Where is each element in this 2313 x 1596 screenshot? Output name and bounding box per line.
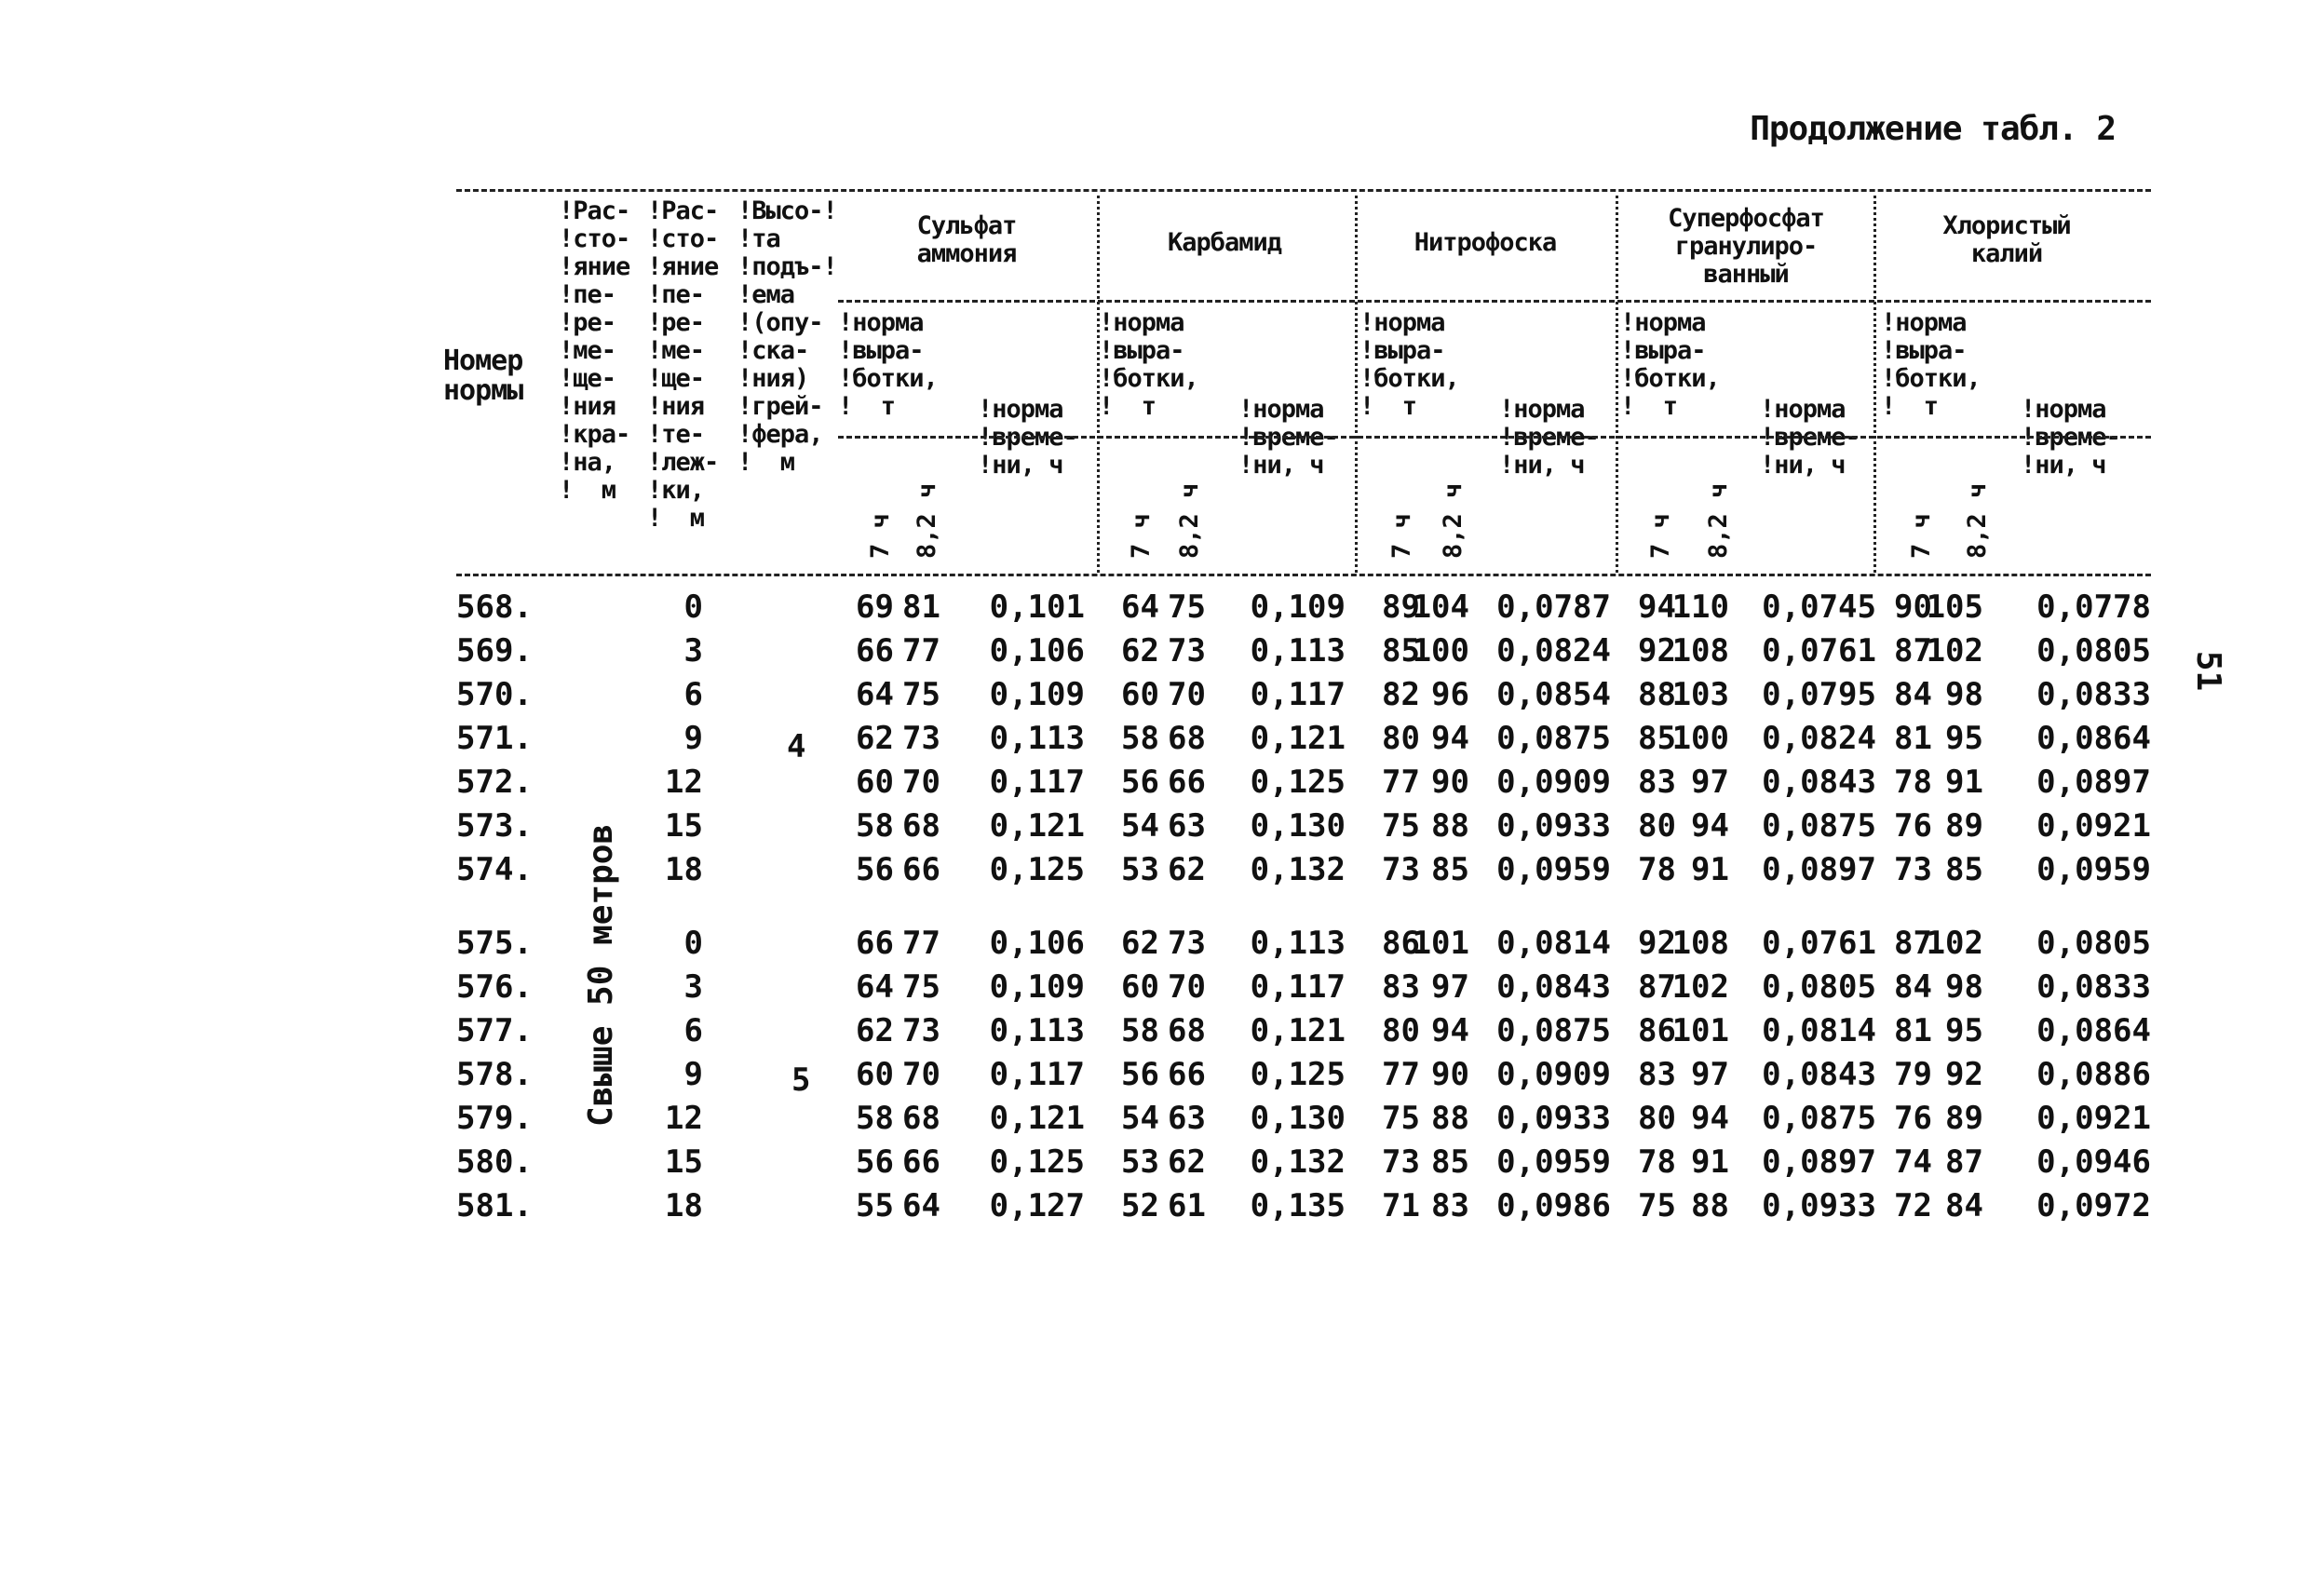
- value-cell: 85: [1382, 632, 1420, 670]
- value-cell: 91: [1691, 851, 1729, 888]
- value-cell: 0,0933: [1496, 807, 1611, 845]
- value-cell: 0,109: [989, 968, 1085, 1006]
- value-cell: 56: [1121, 764, 1159, 801]
- value-cell: 68: [902, 1100, 940, 1137]
- value-cell: 84: [1894, 968, 1932, 1006]
- value-cell: 0,127: [989, 1187, 1085, 1224]
- value-cell: 62: [1168, 1143, 1206, 1181]
- value-cell: 0,125: [1250, 764, 1346, 801]
- value-cell: 73: [1168, 632, 1206, 670]
- value-cell: 0,0843: [1762, 1056, 1876, 1093]
- cart-distance-cell: 0: [683, 588, 703, 626]
- value-cell: 0,101: [989, 588, 1085, 626]
- table-row: [456, 587, 2160, 630]
- value-cell: 89: [1945, 1100, 1983, 1137]
- value-cell: 90: [1894, 588, 1932, 626]
- value-cell: 0,0854: [1496, 676, 1611, 713]
- value-cell: 80: [1382, 1012, 1420, 1049]
- value-cell: 89: [1945, 807, 1983, 845]
- value-cell: 0,0824: [1762, 720, 1876, 757]
- value-cell: 0,0986: [1496, 1187, 1611, 1224]
- value-cell: 0,0761: [1762, 632, 1876, 670]
- value-cell: 80: [1638, 807, 1676, 845]
- value-cell: 0,117: [989, 764, 1085, 801]
- value-cell: 56: [856, 1143, 894, 1181]
- value-cell: 80: [1382, 720, 1420, 757]
- value-cell: 75: [1638, 1187, 1676, 1224]
- value-cell: 91: [1691, 1143, 1729, 1181]
- value-cell: 0,117: [1250, 968, 1346, 1006]
- norm-number-cell: 577.: [456, 1012, 533, 1049]
- table-row: [456, 674, 2160, 718]
- value-cell: 0,0933: [1762, 1187, 1876, 1224]
- subheader-output: !норма !выра- !ботки, ! т: [1359, 308, 1459, 421]
- value-cell: 0,125: [1250, 1056, 1346, 1093]
- value-cell: 66: [1168, 764, 1206, 801]
- value-cell: 98: [1945, 968, 1983, 1006]
- value-cell: 54: [1121, 807, 1159, 845]
- value-cell: 87: [1894, 925, 1932, 962]
- value-cell: 0,0946: [2036, 1143, 2151, 1181]
- table-row: [456, 967, 2160, 1010]
- value-cell: 0,121: [1250, 720, 1346, 757]
- value-cell: 58: [1121, 1012, 1159, 1049]
- hours-82-header: 8,2 ч: [1439, 482, 1468, 559]
- value-cell: 0,130: [1250, 807, 1346, 845]
- cart-distance-cell: 6: [683, 676, 703, 713]
- value-cell: 102: [1926, 632, 1983, 670]
- value-cell: 66: [856, 925, 894, 962]
- value-cell: 94: [1691, 807, 1729, 845]
- value-cell: 105: [1926, 588, 1983, 626]
- table-row: [456, 805, 2160, 849]
- value-cell: 62: [856, 720, 894, 757]
- cart-distance-cell: 12: [665, 764, 703, 801]
- value-cell: 0,0909: [1496, 764, 1611, 801]
- value-cell: 0,0959: [1496, 1143, 1611, 1181]
- value-cell: 0,121: [989, 1100, 1085, 1137]
- value-cell: 86: [1382, 925, 1420, 962]
- value-cell: 102: [1671, 968, 1729, 1006]
- value-cell: 56: [1121, 1056, 1159, 1093]
- value-cell: 97: [1691, 1056, 1729, 1093]
- value-cell: 62: [1121, 925, 1159, 962]
- value-cell: 54: [1121, 1100, 1159, 1137]
- group-header-carbamide: Карбамид: [1167, 228, 1282, 257]
- value-cell: 88: [1431, 807, 1469, 845]
- value-cell: 0,0761: [1762, 925, 1876, 962]
- value-cell: 60: [1121, 676, 1159, 713]
- value-cell: 75: [902, 968, 940, 1006]
- norm-number-cell: 581.: [456, 1187, 533, 1224]
- value-cell: 98: [1945, 676, 1983, 713]
- value-cell: 64: [1121, 588, 1159, 626]
- cart-distance-cell: 15: [665, 1143, 703, 1181]
- value-cell: 73: [902, 1012, 940, 1049]
- value-cell: 0,0833: [2036, 676, 2151, 713]
- table-row: [456, 1054, 2160, 1098]
- value-cell: 103: [1671, 676, 1729, 713]
- norm-number-cell: 579.: [456, 1100, 533, 1137]
- subheader-output: !норма !выра- !ботки, ! т: [1881, 308, 1981, 421]
- value-cell: 73: [1894, 851, 1932, 888]
- value-cell: 0,0745: [1762, 588, 1876, 626]
- value-cell: 0,117: [1250, 676, 1346, 713]
- value-cell: 0,125: [989, 851, 1085, 888]
- table-row: [456, 762, 2160, 805]
- value-cell: 84: [1945, 1187, 1983, 1224]
- value-cell: 0,113: [989, 720, 1085, 757]
- lift-height-value: 5: [791, 1062, 811, 1099]
- value-cell: 94: [1638, 588, 1676, 626]
- value-cell: 108: [1671, 925, 1729, 962]
- table-row: [456, 630, 2160, 674]
- value-cell: 0,0864: [2036, 720, 2151, 757]
- value-cell: 53: [1121, 1143, 1159, 1181]
- value-cell: 108: [1671, 632, 1729, 670]
- value-cell: 58: [1121, 720, 1159, 757]
- value-cell: 0,106: [989, 925, 1085, 962]
- value-cell: 88: [1638, 676, 1676, 713]
- value-cell: 88: [1431, 1100, 1469, 1137]
- value-cell: 94: [1691, 1100, 1729, 1137]
- cart-distance-cell: 6: [683, 1012, 703, 1049]
- value-cell: 0,132: [1250, 1143, 1346, 1181]
- value-cell: 0,0833: [2036, 968, 2151, 1006]
- value-cell: 0,0875: [1496, 720, 1611, 757]
- value-cell: 0,0897: [1762, 1143, 1876, 1181]
- value-cell: 86: [1638, 1012, 1676, 1049]
- table-caption: Продолжение табл. 2: [1750, 110, 2116, 148]
- value-cell: 0,0921: [2036, 1100, 2151, 1137]
- value-cell: 73: [1168, 925, 1206, 962]
- norm-number-cell: 580.: [456, 1143, 533, 1181]
- value-cell: 64: [902, 1187, 940, 1224]
- subheader-time: !норма !време- !ни, ч: [2021, 395, 2120, 480]
- value-cell: 0,109: [989, 676, 1085, 713]
- value-cell: 64: [856, 968, 894, 1006]
- norm-number-cell: 576.: [456, 968, 533, 1006]
- lift-height-value: 4: [787, 728, 806, 765]
- group-header-potassium-chloride: Хлористый калий: [1942, 211, 2071, 268]
- value-cell: 75: [1168, 588, 1206, 626]
- value-cell: 68: [902, 807, 940, 845]
- value-cell: 0,0875: [1496, 1012, 1611, 1049]
- value-cell: 92: [1638, 632, 1676, 670]
- value-cell: 0,0787: [1496, 588, 1611, 626]
- value-cell: 75: [902, 676, 940, 713]
- value-cell: 0,0959: [2036, 851, 2151, 888]
- value-cell: 94: [1431, 720, 1469, 757]
- value-cell: 101: [1412, 925, 1469, 962]
- value-cell: 0,0778: [2036, 588, 2151, 626]
- subheader-output: !норма !выра- !ботки, ! т: [838, 308, 938, 421]
- hours-7-header: 7 ч: [1907, 513, 1936, 559]
- value-cell: 90: [1431, 1056, 1469, 1093]
- value-cell: 75: [1382, 807, 1420, 845]
- value-cell: 91: [1945, 764, 1983, 801]
- value-cell: 62: [856, 1012, 894, 1049]
- value-cell: 78: [1894, 764, 1932, 801]
- value-cell: 97: [1691, 764, 1729, 801]
- value-cell: 71: [1382, 1187, 1420, 1224]
- value-cell: 95: [1945, 720, 1983, 757]
- subheader-time: !норма !време- !ни, ч: [1238, 395, 1338, 480]
- value-cell: 0,0795: [1762, 676, 1876, 713]
- group-divider: [838, 300, 2151, 303]
- subheader-output: !норма !выра- !ботки, ! т: [1099, 308, 1198, 421]
- value-cell: 0,0933: [1496, 1100, 1611, 1137]
- hours-7-header: 7 ч: [866, 513, 895, 559]
- value-cell: 0,0875: [1762, 807, 1876, 845]
- value-cell: 0,0972: [2036, 1187, 2151, 1224]
- value-cell: 0,0897: [2036, 764, 2151, 801]
- group-header-superphosphate: Суперфосфат гранулиро- ванный: [1668, 204, 1824, 289]
- value-cell: 83: [1382, 968, 1420, 1006]
- value-cell: 52: [1121, 1187, 1159, 1224]
- value-cell: 0,0864: [2036, 1012, 2151, 1049]
- distance-group-label: Свыше 50 метров: [582, 823, 620, 1127]
- value-cell: 0,113: [989, 1012, 1085, 1049]
- value-cell: 0,0959: [1496, 851, 1611, 888]
- value-cell: 85: [1431, 851, 1469, 888]
- group-header-nitrophoska: Нитрофоска: [1414, 228, 1557, 257]
- value-cell: 101: [1671, 1012, 1729, 1049]
- column-divider: [1355, 196, 1358, 573]
- value-cell: 70: [1168, 676, 1206, 713]
- value-cell: 92: [1638, 925, 1676, 962]
- value-cell: 0,0805: [2036, 925, 2151, 962]
- value-cell: 75: [1382, 1100, 1420, 1137]
- value-cell: 95: [1945, 1012, 1983, 1049]
- data-table-body: [456, 587, 2160, 1229]
- value-cell: 0,121: [1250, 1012, 1346, 1049]
- value-cell: 66: [856, 632, 894, 670]
- table-row: [456, 1098, 2160, 1142]
- value-cell: 60: [1121, 968, 1159, 1006]
- value-cell: 100: [1671, 720, 1729, 757]
- value-cell: 62: [1121, 632, 1159, 670]
- value-cell: 58: [856, 807, 894, 845]
- value-cell: 55: [856, 1187, 894, 1224]
- table-row: [456, 1010, 2160, 1054]
- value-cell: 72: [1894, 1187, 1932, 1224]
- value-cell: 77: [902, 632, 940, 670]
- value-cell: 81: [902, 588, 940, 626]
- table-row: [456, 849, 2160, 923]
- value-cell: 73: [1382, 851, 1420, 888]
- value-cell: 73: [902, 720, 940, 757]
- value-cell: 63: [1168, 1100, 1206, 1137]
- table-row: [456, 923, 2160, 967]
- subheader-time: !норма !време- !ни, ч: [1499, 395, 1599, 480]
- value-cell: 80: [1638, 1100, 1676, 1137]
- value-cell: 0,121: [989, 807, 1085, 845]
- value-cell: 81: [1894, 720, 1932, 757]
- subheader-time: !норма !време- !ни, ч: [978, 395, 1077, 480]
- value-cell: 70: [902, 764, 940, 801]
- column-divider: [1873, 196, 1876, 573]
- table-row: [456, 1142, 2160, 1185]
- value-cell: 0,0909: [1496, 1056, 1611, 1093]
- value-cell: 78: [1638, 851, 1676, 888]
- value-cell: 82: [1382, 676, 1420, 713]
- value-cell: 70: [902, 1056, 940, 1093]
- value-cell: 0,0843: [1762, 764, 1876, 801]
- cart-distance-cell: 3: [683, 968, 703, 1006]
- value-cell: 0,130: [1250, 1100, 1346, 1137]
- value-cell: 77: [1382, 1056, 1420, 1093]
- value-cell: 87: [1894, 632, 1932, 670]
- value-cell: 61: [1168, 1187, 1206, 1224]
- value-cell: 104: [1412, 588, 1469, 626]
- cart-distance-cell: 3: [683, 632, 703, 670]
- value-cell: 77: [1382, 764, 1420, 801]
- value-cell: 110: [1671, 588, 1729, 626]
- header-top-rule: [456, 189, 2151, 192]
- value-cell: 0,132: [1250, 851, 1346, 888]
- norm-number-cell: 571.: [456, 720, 533, 757]
- value-cell: 102: [1926, 925, 1983, 962]
- value-cell: 0,109: [1250, 588, 1346, 626]
- value-cell: 0,135: [1250, 1187, 1346, 1224]
- group-header-ammonium-sulfate: Сульфат аммония: [916, 211, 1017, 268]
- value-cell: 0,113: [1250, 925, 1346, 962]
- hours-82-header: 8,2 ч: [1175, 482, 1204, 559]
- value-cell: 96: [1431, 676, 1469, 713]
- value-cell: 58: [856, 1100, 894, 1137]
- value-cell: 66: [1168, 1056, 1206, 1093]
- value-cell: 89: [1382, 588, 1420, 626]
- cart-distance-cell: 18: [665, 851, 703, 888]
- value-cell: 62: [1168, 851, 1206, 888]
- value-cell: 64: [856, 676, 894, 713]
- value-cell: 85: [1638, 720, 1676, 757]
- norm-number-cell: 574.: [456, 851, 533, 888]
- value-cell: 0,0921: [2036, 807, 2151, 845]
- value-cell: 97: [1431, 968, 1469, 1006]
- value-cell: 0,0814: [1762, 1012, 1876, 1049]
- norm-number-cell: 578.: [456, 1056, 533, 1093]
- value-cell: 66: [902, 1143, 940, 1181]
- value-cell: 60: [856, 764, 894, 801]
- cart-distance-cell: 9: [683, 720, 703, 757]
- page-number: 51: [2189, 650, 2228, 692]
- value-cell: 73: [1382, 1143, 1420, 1181]
- value-cell: 84: [1894, 676, 1932, 713]
- value-cell: 78: [1638, 1143, 1676, 1181]
- value-cell: 69: [856, 588, 894, 626]
- value-cell: 56: [856, 851, 894, 888]
- value-cell: 0,0897: [1762, 851, 1876, 888]
- hours-82-header: 8,2 ч: [1704, 482, 1733, 559]
- norm-number-cell: 568.: [456, 588, 533, 626]
- hours-82-header: 8,2 ч: [1963, 482, 1992, 559]
- value-cell: 79: [1894, 1056, 1932, 1093]
- value-cell: 83: [1638, 764, 1676, 801]
- hours-7-header: 7 ч: [1387, 513, 1416, 559]
- value-cell: 68: [1168, 1012, 1206, 1049]
- value-cell: 60: [856, 1056, 894, 1093]
- table-row: [456, 1185, 2160, 1229]
- cart-distance-cell: 0: [683, 925, 703, 962]
- value-cell: 81: [1894, 1012, 1932, 1049]
- value-cell: 87: [1638, 968, 1676, 1006]
- hours-82-header: 8,2 ч: [913, 482, 941, 559]
- value-cell: 63: [1168, 807, 1206, 845]
- subheader-output: !норма !выра- !ботки, ! т: [1620, 308, 1720, 421]
- value-cell: 90: [1431, 764, 1469, 801]
- value-cell: 0,113: [1250, 632, 1346, 670]
- value-cell: 83: [1638, 1056, 1676, 1093]
- value-cell: 0,125: [989, 1143, 1085, 1181]
- cart-distance-cell: 9: [683, 1056, 703, 1093]
- column-divider: [1097, 196, 1100, 573]
- value-cell: 92: [1945, 1056, 1983, 1093]
- value-cell: 0,0875: [1762, 1100, 1876, 1137]
- cart-distance-cell: 15: [665, 807, 703, 845]
- hours-7-header: 7 ч: [1646, 513, 1675, 559]
- value-cell: 85: [1945, 851, 1983, 888]
- subgroup-divider: [838, 436, 2151, 439]
- subheader-time: !норма !време- !ни, ч: [1760, 395, 1860, 480]
- norm-number-cell: 569.: [456, 632, 533, 670]
- value-cell: 0,117: [989, 1056, 1085, 1093]
- value-cell: 83: [1431, 1187, 1469, 1224]
- value-cell: 74: [1894, 1143, 1932, 1181]
- value-cell: 77: [902, 925, 940, 962]
- value-cell: 76: [1894, 807, 1932, 845]
- norm-number-cell: 570.: [456, 676, 533, 713]
- norm-number-cell: 575.: [456, 925, 533, 962]
- value-cell: 85: [1431, 1143, 1469, 1181]
- value-cell: 68: [1168, 720, 1206, 757]
- cart-distance-cell: 18: [665, 1187, 703, 1224]
- value-cell: 66: [902, 851, 940, 888]
- value-cell: 88: [1691, 1187, 1729, 1224]
- value-cell: 0,0805: [2036, 632, 2151, 670]
- value-cell: 94: [1431, 1012, 1469, 1049]
- value-cell: 87: [1945, 1143, 1983, 1181]
- value-cell: 53: [1121, 851, 1159, 888]
- value-cell: 70: [1168, 968, 1206, 1006]
- value-cell: 0,0814: [1496, 925, 1611, 962]
- hours-7-header: 7 ч: [1127, 513, 1156, 559]
- header-distance-crane: !Рас- !сто- !яние !пе- !ре- !ме- !ще- !ния !кра- !на, ! м: [559, 196, 630, 505]
- header-bottom-rule: [456, 574, 2151, 576]
- value-cell: 0,0886: [2036, 1056, 2151, 1093]
- value-cell: 76: [1894, 1100, 1932, 1137]
- column-divider: [1616, 196, 1618, 573]
- value-cell: 0,0824: [1496, 632, 1611, 670]
- value-cell: 100: [1412, 632, 1469, 670]
- header-distance-cart: !Рас- !сто- !яние !пе- !ре- !ме- !ще- !ния !те- !леж- !ки, ! м: [647, 196, 719, 533]
- header-lift-height: !Высо-! !та !подъ-! !ема !(опу- !ска- !ния) !грей- !фера, ! м: [737, 196, 837, 477]
- cart-distance-cell: 12: [665, 1100, 703, 1137]
- norm-number-cell: 572.: [456, 764, 533, 801]
- table-row: [456, 718, 2160, 762]
- value-cell: 0,0843: [1496, 968, 1611, 1006]
- value-cell: 0,0805: [1762, 968, 1876, 1006]
- norm-number-cell: 573.: [456, 807, 533, 845]
- value-cell: 0,106: [989, 632, 1085, 670]
- header-norm-number: Номер нормы: [443, 345, 523, 407]
